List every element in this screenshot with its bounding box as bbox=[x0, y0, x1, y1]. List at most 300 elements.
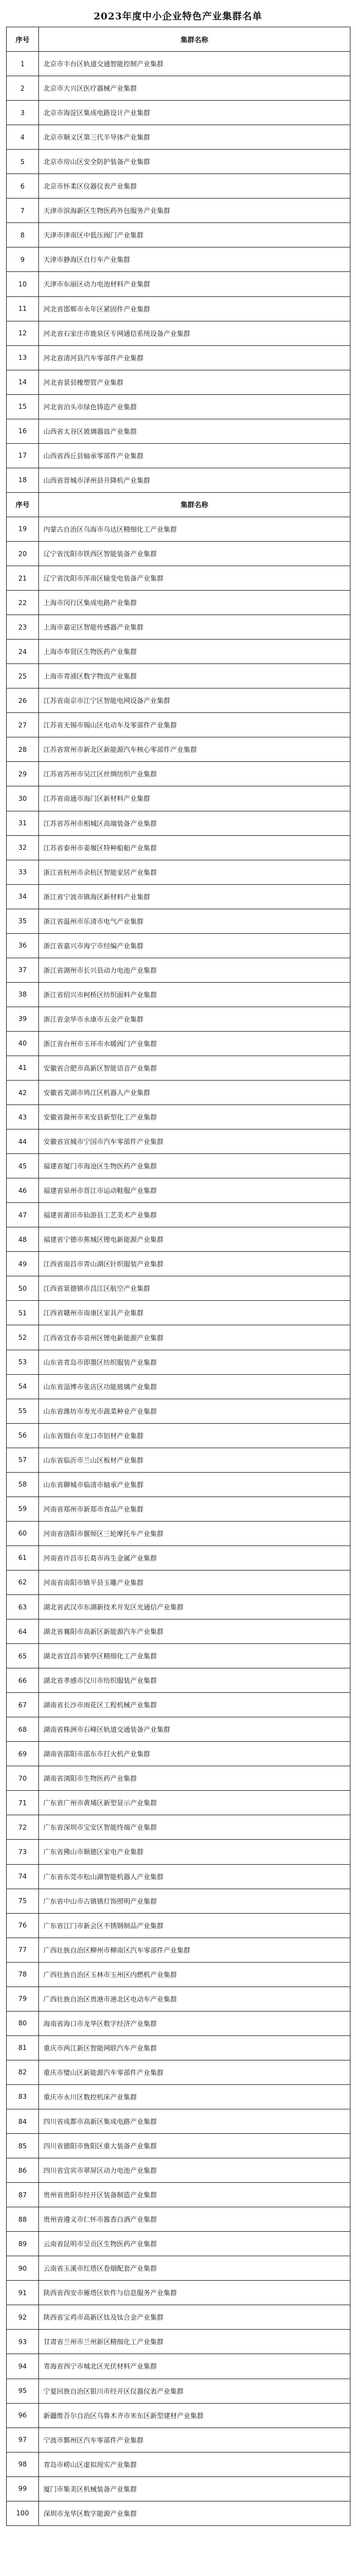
row-number: 35 bbox=[7, 909, 39, 933]
row-number: 89 bbox=[7, 2232, 39, 2256]
table-row bbox=[7, 272, 350, 296]
table-row bbox=[7, 1497, 350, 1521]
table-header-row bbox=[7, 27, 350, 52]
table-row bbox=[7, 860, 350, 884]
table-row bbox=[7, 2109, 350, 2133]
table-row bbox=[7, 2476, 350, 2501]
table-row bbox=[7, 2305, 350, 2330]
row-number: 58 bbox=[7, 1472, 39, 1497]
row-number: 42 bbox=[7, 1081, 39, 1105]
cluster-name: 浙江省绍兴市柯桥区纺织面料产业集群 bbox=[39, 982, 350, 1007]
cluster-name: 浙江省金华市永康市五金产业集群 bbox=[39, 1007, 350, 1031]
row-number: 57 bbox=[7, 1448, 39, 1472]
cluster-name: 辽宁省沈阳市铁西区智能装备产业集群 bbox=[39, 541, 350, 566]
row-number: 80 bbox=[7, 2011, 39, 2035]
row-number: 8 bbox=[7, 223, 39, 247]
table-row bbox=[7, 884, 350, 909]
row-number: 61 bbox=[7, 1545, 39, 1570]
cluster-name: 广东省东莞市松山湖智能机器人产业集群 bbox=[39, 1864, 350, 1889]
table-row bbox=[7, 566, 350, 591]
table-row bbox=[7, 2134, 350, 2158]
table-row bbox=[7, 1130, 350, 1154]
row-number: 67 bbox=[7, 1693, 39, 1717]
header-name: 集群名称 bbox=[39, 492, 350, 517]
table-row bbox=[7, 1472, 350, 1497]
row-number: 86 bbox=[7, 2158, 39, 2183]
cluster-name: 天津市静海区自行车产业集群 bbox=[39, 247, 350, 272]
cluster-name: 福建省泉州市晋江市运动鞋服产业集群 bbox=[39, 1178, 350, 1203]
cluster-name: 河北省景县橡塑管产业集群 bbox=[39, 370, 350, 394]
row-number: 47 bbox=[7, 1203, 39, 1227]
table-row bbox=[7, 1056, 350, 1080]
cluster-name: 厦门市集美区机械装备产业集群 bbox=[39, 2476, 350, 2501]
table-row bbox=[7, 2501, 350, 2525]
row-number: 13 bbox=[7, 345, 39, 370]
cluster-name: 江西省宜春市袁州区锂电新能源产业集群 bbox=[39, 1325, 350, 1350]
row-number: 65 bbox=[7, 1644, 39, 1668]
row-number: 3 bbox=[7, 101, 39, 125]
cluster-name: 安徽省合肥市高新区智能语音产业集群 bbox=[39, 1056, 350, 1080]
table-row bbox=[7, 1521, 350, 1545]
row-number: 75 bbox=[7, 1889, 39, 1913]
cluster-name: 广东省中山市古镇镇灯饰照明产业集群 bbox=[39, 1889, 350, 1913]
row-number: 18 bbox=[7, 468, 39, 492]
cluster-name: 天津市东丽区动力电池材料产业集群 bbox=[39, 272, 350, 296]
row-number: 12 bbox=[7, 321, 39, 345]
cluster-name: 福建省莆田市仙游县工艺美术产业集群 bbox=[39, 1203, 350, 1227]
table-row bbox=[7, 1227, 350, 1252]
table-row bbox=[7, 345, 350, 370]
cluster-name: 江西省南昌市青山湖区针织服装产业集群 bbox=[39, 1252, 350, 1276]
row-number: 15 bbox=[7, 394, 39, 419]
cluster-name: 北京市怀柔区仪器仪表产业集群 bbox=[39, 174, 350, 199]
table-row bbox=[7, 640, 350, 664]
cluster-name: 广西壮族自治区玉林市玉州区内燃机产业集群 bbox=[39, 1962, 350, 1987]
cluster-name: 上海市青浦区数字物流产业集群 bbox=[39, 664, 350, 688]
table-row bbox=[7, 1619, 350, 1644]
row-number: 37 bbox=[7, 958, 39, 982]
table-row bbox=[7, 1252, 350, 1276]
table-row bbox=[7, 1545, 350, 1570]
cluster-name: 江苏省南京市江宁区智能电网设备产业集群 bbox=[39, 688, 350, 713]
row-number: 94 bbox=[7, 2354, 39, 2379]
row-number: 51 bbox=[7, 1301, 39, 1325]
cluster-name: 江苏省苏州市吴江区丝绸纺织产业集群 bbox=[39, 762, 350, 786]
cluster-name: 北京市大兴区医疗器械产业集群 bbox=[39, 76, 350, 101]
row-number: 11 bbox=[7, 296, 39, 321]
row-number: 74 bbox=[7, 1864, 39, 1889]
cluster-name: 浙江省嘉兴市海宁市经编产业集群 bbox=[39, 933, 350, 958]
row-number: 39 bbox=[7, 1007, 39, 1031]
row-number: 6 bbox=[7, 174, 39, 199]
row-number: 46 bbox=[7, 1178, 39, 1203]
cluster-name: 陕西省西安市雁塔区软件与信息服务产业集群 bbox=[39, 2281, 350, 2305]
cluster-name: 江苏省泰州市姜堰区特种船舶产业集群 bbox=[39, 835, 350, 860]
row-number: 100 bbox=[7, 2501, 39, 2525]
row-number: 25 bbox=[7, 664, 39, 688]
table-row bbox=[7, 713, 350, 737]
cluster-name: 云南省玉溪市红塔区卷烟配套产业集群 bbox=[39, 2256, 350, 2281]
cluster-name: 河北省清河县汽车零部件产业集群 bbox=[39, 345, 350, 370]
row-number: 93 bbox=[7, 2330, 39, 2354]
table-row bbox=[7, 150, 350, 174]
table-row bbox=[7, 247, 350, 272]
cluster-name: 广西壮族自治区柳州市柳南区汽车零部件产业集群 bbox=[39, 1938, 350, 1962]
cluster-name: 福建省厦门市海沧区生物医药产业集群 bbox=[39, 1154, 350, 1178]
row-number: 4 bbox=[7, 125, 39, 150]
table-row bbox=[7, 2035, 350, 2060]
row-number: 52 bbox=[7, 1325, 39, 1350]
cluster-name: 海南省海口市龙华区数字经济产业集群 bbox=[39, 2011, 350, 2035]
row-number: 36 bbox=[7, 933, 39, 958]
cluster-name: 河北省邯郸市永年区紧固件产业集群 bbox=[39, 296, 350, 321]
table-row bbox=[7, 811, 350, 835]
table-row bbox=[7, 1325, 350, 1350]
table-row bbox=[7, 296, 350, 321]
row-number: 28 bbox=[7, 737, 39, 762]
row-number: 1 bbox=[7, 52, 39, 76]
repeated-header-row bbox=[7, 492, 350, 517]
table-row bbox=[7, 1668, 350, 1693]
cluster-name: 江苏省无锡市锡山区电动车及零部件产业集群 bbox=[39, 713, 350, 737]
cluster-name: 广东省深圳市宝安区智能终端产业集群 bbox=[39, 1815, 350, 1840]
table-row bbox=[7, 1913, 350, 1938]
cluster-name: 贵州省遵义市仁怀市酱香白酒产业集群 bbox=[39, 2207, 350, 2232]
row-number: 98 bbox=[7, 2452, 39, 2476]
cluster-name: 浙江省温州市乐清市电气产业集群 bbox=[39, 909, 350, 933]
row-number: 71 bbox=[7, 1791, 39, 1815]
cluster-name: 浙江省杭州市余杭区智能家居产业集群 bbox=[39, 860, 350, 884]
row-number: 69 bbox=[7, 1742, 39, 1766]
row-number: 53 bbox=[7, 1350, 39, 1374]
table-row bbox=[7, 958, 350, 982]
row-number: 21 bbox=[7, 566, 39, 591]
row-number: 31 bbox=[7, 811, 39, 835]
cluster-name: 江西省赣州市南康区家具产业集群 bbox=[39, 1301, 350, 1325]
row-number: 14 bbox=[7, 370, 39, 394]
cluster-name: 浙江省湖州市长兴县动力电池产业集群 bbox=[39, 958, 350, 982]
table-row bbox=[7, 52, 350, 76]
cluster-name: 湖南省株洲市石峰区轨道交通装备产业集群 bbox=[39, 1717, 350, 1742]
row-number: 81 bbox=[7, 2035, 39, 2060]
table-row bbox=[7, 2183, 350, 2207]
table-row bbox=[7, 1105, 350, 1130]
cluster-name: 重庆市两江新区智能网联汽车产业集群 bbox=[39, 2035, 350, 2060]
row-number: 99 bbox=[7, 2476, 39, 2501]
table-row bbox=[7, 1350, 350, 1374]
table-row bbox=[7, 517, 350, 541]
cluster-name: 甘肃省兰州市兰州新区精细化工产业集群 bbox=[39, 2330, 350, 2354]
cluster-name: 湖南省长沙市雨花区工程机械产业集群 bbox=[39, 1693, 350, 1717]
row-number: 87 bbox=[7, 2183, 39, 2207]
row-number: 33 bbox=[7, 860, 39, 884]
cluster-name: 河南省洛阳市偃师区三轮摩托车产业集群 bbox=[39, 1521, 350, 1545]
row-number: 97 bbox=[7, 2428, 39, 2452]
table-row bbox=[7, 1766, 350, 1791]
table-row bbox=[7, 1889, 350, 1913]
table-row bbox=[7, 1399, 350, 1423]
row-number: 92 bbox=[7, 2305, 39, 2330]
table-row bbox=[7, 541, 350, 566]
table-row bbox=[7, 1693, 350, 1717]
cluster-name: 山东省潍坊市寿光市蔬菜种业产业集群 bbox=[39, 1399, 350, 1423]
table-row bbox=[7, 2281, 350, 2305]
row-number: 82 bbox=[7, 2060, 39, 2084]
cluster-name: 山西省西丘县轴承零部件产业集群 bbox=[39, 443, 350, 468]
row-number: 2 bbox=[7, 76, 39, 101]
cluster-name: 山东省青岛市即墨区纺织服装产业集群 bbox=[39, 1350, 350, 1374]
row-number: 72 bbox=[7, 1815, 39, 1840]
cluster-name: 山西省太谷区玻璃器皿产业集群 bbox=[39, 419, 350, 443]
cluster-name: 安徽省滁州市来安县新型化工产业集群 bbox=[39, 1105, 350, 1130]
header-name: 集群名称 bbox=[39, 27, 350, 52]
row-number: 91 bbox=[7, 2281, 39, 2305]
cluster-name: 湖南省浏阳市生物医药产业集群 bbox=[39, 1766, 350, 1791]
table-row bbox=[7, 76, 350, 101]
row-number: 16 bbox=[7, 419, 39, 443]
row-number: 56 bbox=[7, 1423, 39, 1448]
cluster-name: 内蒙古自治区乌海市乌达区精细化工产业集群 bbox=[39, 517, 350, 541]
table-row bbox=[7, 419, 350, 443]
cluster-name: 湖北省襄阳市高新区新能源汽车产业集群 bbox=[39, 1619, 350, 1644]
table-row bbox=[7, 2330, 350, 2354]
cluster-name: 浙江省宁波市镇海区新材料产业集群 bbox=[39, 884, 350, 909]
header-no: 序号 bbox=[7, 27, 39, 52]
row-number: 90 bbox=[7, 2256, 39, 2281]
table-row bbox=[7, 1448, 350, 1472]
row-number: 20 bbox=[7, 541, 39, 566]
cluster-name: 云南省昆明市呈贡区生物医药产业集群 bbox=[39, 2232, 350, 2256]
row-number: 5 bbox=[7, 150, 39, 174]
row-number: 24 bbox=[7, 640, 39, 664]
cluster-name: 湖北省武汉市东湖新技术开发区光通信产业集群 bbox=[39, 1595, 350, 1619]
table-row bbox=[7, 1742, 350, 1766]
row-number: 38 bbox=[7, 982, 39, 1007]
cluster-name: 山东省临沂市兰山区板材产业集群 bbox=[39, 1448, 350, 1472]
table-row bbox=[7, 1203, 350, 1227]
table-row bbox=[7, 786, 350, 811]
cluster-name: 重庆市永川区数控机床产业集群 bbox=[39, 2084, 350, 2109]
table-row bbox=[7, 591, 350, 615]
cluster-name: 上海市奉贤区生物医药产业集群 bbox=[39, 640, 350, 664]
cluster-name: 广东省江门市新会区不锈钢制品产业集群 bbox=[39, 1913, 350, 1938]
cluster-name: 河北省石家庄市鹿泉区专网通信系统设备产业集群 bbox=[39, 321, 350, 345]
row-number: 43 bbox=[7, 1105, 39, 1130]
cluster-name: 河南省郑州市新郑市食品产业集群 bbox=[39, 1497, 350, 1521]
table-row bbox=[7, 468, 350, 492]
row-number: 64 bbox=[7, 1619, 39, 1644]
table-row bbox=[7, 199, 350, 223]
cluster-name: 河南省许昌市长葛市再生金属产业集群 bbox=[39, 1545, 350, 1570]
row-number: 22 bbox=[7, 591, 39, 615]
cluster-name: 江苏省常州市新北区新能源汽车核心零部件产业集群 bbox=[39, 737, 350, 762]
table-row bbox=[7, 1815, 350, 1840]
row-number: 19 bbox=[7, 517, 39, 541]
table-row bbox=[7, 321, 350, 345]
cluster-name: 山西省晋城市泽州县升降机产业集群 bbox=[39, 468, 350, 492]
table-row bbox=[7, 2354, 350, 2379]
row-number: 17 bbox=[7, 443, 39, 468]
row-number: 77 bbox=[7, 1938, 39, 1962]
row-number: 34 bbox=[7, 884, 39, 909]
table-row bbox=[7, 2379, 350, 2403]
row-number: 44 bbox=[7, 1130, 39, 1154]
row-number: 60 bbox=[7, 1521, 39, 1545]
row-number: 29 bbox=[7, 762, 39, 786]
table-row bbox=[7, 101, 350, 125]
cluster-name: 江苏省南通市海门区新材料产业集群 bbox=[39, 786, 350, 811]
table-row bbox=[7, 2232, 350, 2256]
row-number: 84 bbox=[7, 2109, 39, 2133]
cluster-name: 新疆维吾尔自治区乌鲁木齐市米东区新型建材产业集群 bbox=[39, 2403, 350, 2428]
row-number: 7 bbox=[7, 199, 39, 223]
cluster-name: 江苏省苏州市相城区高端装备产业集群 bbox=[39, 811, 350, 835]
row-number: 9 bbox=[7, 247, 39, 272]
cluster-name: 浙江省台州市玉环市水暖阀门产业集群 bbox=[39, 1031, 350, 1056]
table-row bbox=[7, 762, 350, 786]
table-row bbox=[7, 1301, 350, 1325]
cluster-name: 宁夏回族自治区银川市经开区仪器仪表产业集群 bbox=[39, 2379, 350, 2403]
cluster-name: 四川省德阳市旌阳区重大装备产业集群 bbox=[39, 2134, 350, 2158]
table-row bbox=[7, 1007, 350, 1031]
cluster-name: 陕西省宝鸡市高新区钛及钛合金产业集群 bbox=[39, 2305, 350, 2330]
row-number: 26 bbox=[7, 688, 39, 713]
cluster-name: 广东省佛山市顺德区家电产业集群 bbox=[39, 1840, 350, 1864]
cluster-name: 河北省泊头市绿色铸造产业集群 bbox=[39, 394, 350, 419]
row-number: 73 bbox=[7, 1840, 39, 1864]
table-row bbox=[7, 1962, 350, 1987]
cluster-name: 北京市顺义区第三代半导体产业集群 bbox=[39, 125, 350, 150]
table-row bbox=[7, 2060, 350, 2084]
table-row bbox=[7, 1276, 350, 1301]
table-row bbox=[7, 2452, 350, 2476]
row-number: 59 bbox=[7, 1497, 39, 1521]
table-row bbox=[7, 125, 350, 150]
row-number: 79 bbox=[7, 1987, 39, 2011]
table-row bbox=[7, 1644, 350, 1668]
row-number: 48 bbox=[7, 1227, 39, 1252]
cluster-name: 安徽省宣城市宁国市汽车零部件产业集群 bbox=[39, 1130, 350, 1154]
table-row bbox=[7, 223, 350, 247]
table-row bbox=[7, 2084, 350, 2109]
table-row bbox=[7, 394, 350, 419]
cluster-name: 上海市闵行区集成电路产业集群 bbox=[39, 591, 350, 615]
table-row bbox=[7, 982, 350, 1007]
page-title: 2023年度中小企业特色产业集群名单 bbox=[93, 11, 263, 22]
table-row bbox=[7, 664, 350, 688]
cluster-name: 福建省宁德市蕉城区锂电新能源产业集群 bbox=[39, 1227, 350, 1252]
cluster-name: 四川省成都市高新区集成电路产业集群 bbox=[39, 2109, 350, 2133]
row-number: 70 bbox=[7, 1766, 39, 1791]
table-row bbox=[7, 2256, 350, 2281]
row-number: 96 bbox=[7, 2403, 39, 2428]
table-row bbox=[7, 2011, 350, 2035]
cluster-name: 北京市丰台区轨道交通智能控制产业集群 bbox=[39, 52, 350, 76]
table-row bbox=[7, 933, 350, 958]
table-row bbox=[7, 2403, 350, 2428]
table-row bbox=[7, 1938, 350, 1962]
cluster-name: 山东省聊城市临清市轴承产业集群 bbox=[39, 1472, 350, 1497]
cluster-name: 北京市房山区安全防护装备产业集群 bbox=[39, 150, 350, 174]
cluster-name: 江西省景德镇市昌江区航空产业集群 bbox=[39, 1276, 350, 1301]
cluster-name: 贵州省贵阳市经开区装备制造产业集群 bbox=[39, 2183, 350, 2207]
table-row bbox=[7, 1423, 350, 1448]
row-number: 76 bbox=[7, 1913, 39, 1938]
table-row bbox=[7, 1791, 350, 1815]
row-number: 30 bbox=[7, 786, 39, 811]
table-row bbox=[7, 443, 350, 468]
table-row bbox=[7, 2158, 350, 2183]
cluster-name: 宁波市鄞州区汽车零部件产业集群 bbox=[39, 2428, 350, 2452]
cluster-name: 四川省宜宾市翠屏区动力电池产业集群 bbox=[39, 2158, 350, 2183]
table-row bbox=[7, 1595, 350, 1619]
row-number: 50 bbox=[7, 1276, 39, 1301]
row-number: 45 bbox=[7, 1154, 39, 1178]
table-row bbox=[7, 615, 350, 640]
cluster-name: 北京市海淀区集成电路设计产业集群 bbox=[39, 101, 350, 125]
cluster-name: 湖南省邵阳市邵东市打火机产业集群 bbox=[39, 1742, 350, 1766]
cluster-name: 天津市津南区中低压阀门产业集群 bbox=[39, 223, 350, 247]
cluster-table bbox=[6, 27, 350, 2526]
cluster-name: 深圳市龙华区数字能源产业集群 bbox=[39, 2501, 350, 2525]
cluster-name: 山东省淄博市张店区功能玻璃产业集群 bbox=[39, 1374, 350, 1399]
row-number: 10 bbox=[7, 272, 39, 296]
cluster-name: 广东省广州市黄埔区新型显示产业集群 bbox=[39, 1791, 350, 1815]
row-number: 78 bbox=[7, 1962, 39, 1987]
row-number: 62 bbox=[7, 1570, 39, 1594]
table-row bbox=[7, 370, 350, 394]
table-row bbox=[7, 2207, 350, 2232]
row-number: 49 bbox=[7, 1252, 39, 1276]
row-number: 27 bbox=[7, 713, 39, 737]
cluster-name: 青海省西宁市城北区光伏材料产业集群 bbox=[39, 2354, 350, 2379]
cluster-name: 广西壮族自治区贵港市港北区电动车产业集群 bbox=[39, 1987, 350, 2011]
cluster-name: 河南省南阳市镇平县玉雕产业集群 bbox=[39, 1570, 350, 1594]
cluster-name: 重庆市璧山区新能源汽车零部件产业集群 bbox=[39, 2060, 350, 2084]
table-row bbox=[7, 1154, 350, 1178]
row-number: 63 bbox=[7, 1595, 39, 1619]
row-number: 66 bbox=[7, 1668, 39, 1693]
table-row bbox=[7, 1987, 350, 2011]
row-number: 83 bbox=[7, 2084, 39, 2109]
table-row bbox=[7, 1717, 350, 1742]
row-number: 54 bbox=[7, 1374, 39, 1399]
row-number: 41 bbox=[7, 1056, 39, 1080]
table-row bbox=[7, 737, 350, 762]
cluster-name: 青岛市崂山区虚拟现实产业集群 bbox=[39, 2452, 350, 2476]
table-row bbox=[7, 835, 350, 860]
cluster-name: 山东省烟台市龙口市铝材产业集群 bbox=[39, 1423, 350, 1448]
table-body bbox=[7, 52, 350, 2526]
table-row bbox=[7, 1031, 350, 1056]
cluster-name: 安徽省芜湖市鸠江区机器人产业集群 bbox=[39, 1081, 350, 1105]
table-row bbox=[7, 2428, 350, 2452]
table-row bbox=[7, 909, 350, 933]
cluster-name: 湖北省孝感市汉川市纺织服装产业集群 bbox=[39, 1668, 350, 1693]
table-row bbox=[7, 174, 350, 199]
cluster-name: 湖北省宜昌市猇亭区精细化工产业集群 bbox=[39, 1644, 350, 1668]
row-number: 88 bbox=[7, 2207, 39, 2232]
cluster-name: 辽宁省沈阳市浑南区输变电装备产业集群 bbox=[39, 566, 350, 591]
cluster-name: 上海市嘉定区智能传感器产业集群 bbox=[39, 615, 350, 640]
row-number: 55 bbox=[7, 1399, 39, 1423]
table-row bbox=[7, 1178, 350, 1203]
table-row bbox=[7, 688, 350, 713]
row-number: 68 bbox=[7, 1717, 39, 1742]
row-number: 85 bbox=[7, 2134, 39, 2158]
row-number: 95 bbox=[7, 2379, 39, 2403]
cluster-name: 天津市滨海新区生物医药外包服务产业集群 bbox=[39, 199, 350, 223]
